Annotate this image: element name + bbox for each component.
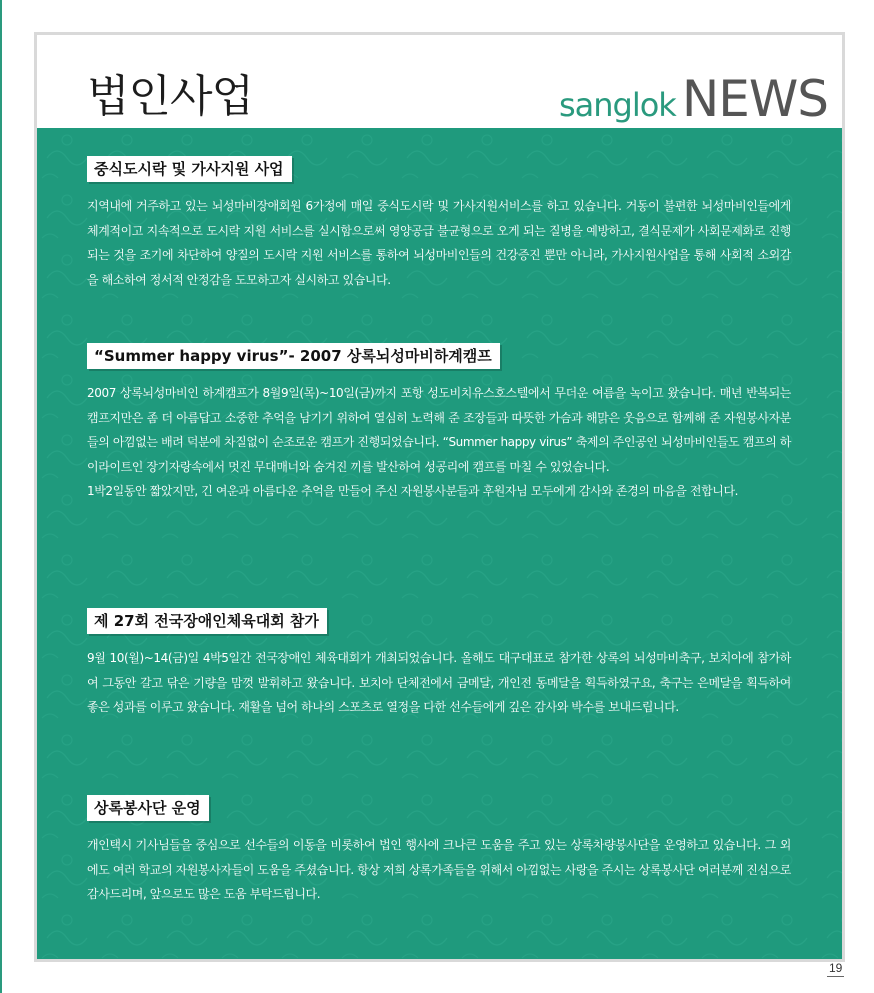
section-lunch-program — [87, 156, 791, 292]
section-heading: 상록봉사단 운영 — [87, 795, 209, 821]
page-edge-stripe — [0, 0, 2, 993]
section-sports-festival — [87, 608, 791, 720]
section-paragraph: 2007 상록뇌성마비인 하계캠프가 8월9일(목)~10일(금)까지 포항 성도비치유스호스텔에서 무더운 여름을 녹이고 왔습니다. 매년 반복되는 캠프지만은 좀 더 아름답고 소중한 추억을 남기기 위하여 열심히 노력해 준 조장들과 따뜻한 가슴과 해맑은 웃음으로 함께해 준 자원봉사자분들의 아낌없는 배려 덕분에 차질없이 순조로운 캠프가 진행되었습니다. “Summer happy virus” 축제의 주인공인 뇌성마비인들도 캠프의 하이라이트인 장기자랑속에서 멋진 무대매너와 숨겨진 끼를 발산하여 성공리에 캠프를 마칠 수 있었습니다. — [87, 386, 791, 474]
page-number: 19 — [829, 961, 843, 975]
section-summer-camp — [87, 343, 791, 504]
section-heading: 중식도시락 및 가사지원 사업 — [87, 156, 292, 182]
section-paragraph: 1박2일동안 짧았지만, 긴 여운과 아름다운 추억을 만들어 주신 자원봉사분들과 후원자님 모두에게 감사와 존경의 마음을 전합니다. — [87, 484, 739, 498]
section-heading: “Summer happy virus”- 2007 상록뇌성마비하계캠프 — [87, 343, 500, 369]
brand-suffix: NEWS — [681, 70, 828, 128]
section-paragraph: 9월 10(월)~14(금)일 4박5일간 전국장애인 체육대회가 개최되었습니다. 올해도 대구대표로 참가한 상록의 뇌성마비축구, 보치아에 참가하여 그동안 갈고 닦은 기량을 맘껏 발휘하고 왔습니다. 보치아 단체전에서 금메달, 개인전 동메달을 획득하였구요, 축구는 은메달을 획득하여 좋은 성과를 이루고 왔습니다. 재활을 넘어 하나의 스포츠로 열정을 다한 선수들에게 깊은 감사와 박수를 보내드립니다. — [87, 651, 791, 714]
section-paragraph: 개인택시 기사님들을 중심으로 선수들의 이동을 비롯하여 법인 행사에 크나큰 도움을 주고 있는 상록차량봉사단을 운영하고 있습니다. 그 외에도 여러 학교의 자원봉사자들이 도움을 주셨습니다. 항상 저희 상록가족들을 위해서 아낌없는 사랑을 주시는 상록봉사단 여러분께 진심으로 감사드리며, 앞으로도 많은 도움 부탁드립니다. — [87, 838, 791, 901]
brand-prefix: sanglok — [558, 86, 676, 124]
article-header — [37, 35, 842, 128]
article-frame — [34, 32, 845, 962]
content-panel — [37, 128, 842, 959]
page-title: 법인사업 — [87, 71, 254, 122]
section-volunteer-group — [87, 795, 791, 907]
section-paragraph: 지역내에 거주하고 있는 뇌성마비장애회원 6가정에 매일 중식도시락 및 가사지원서비스를 하고 있습니다. 거동이 불편한 뇌성마비인들에게 체계적이고 지속적으로 도시락 지원 서비스를 실시함으로써 영양공급 불균형으로 오게 되는 질병을 예방하고, 결식문제가 사회문제화로 진행되는 것을 조기에 차단하여 양질의 도시락 지원 서비스를 통하여 뇌성마비인들의 건강증진 뿐만 아니라, 가사지원사업을 통해 사회적 소외감을 해소하여 정서적 안정감을 도모하고자 실시하고 있습니다. — [87, 199, 791, 287]
section-heading: 제 27회 전국장애인체육대회 참가 — [87, 608, 327, 634]
